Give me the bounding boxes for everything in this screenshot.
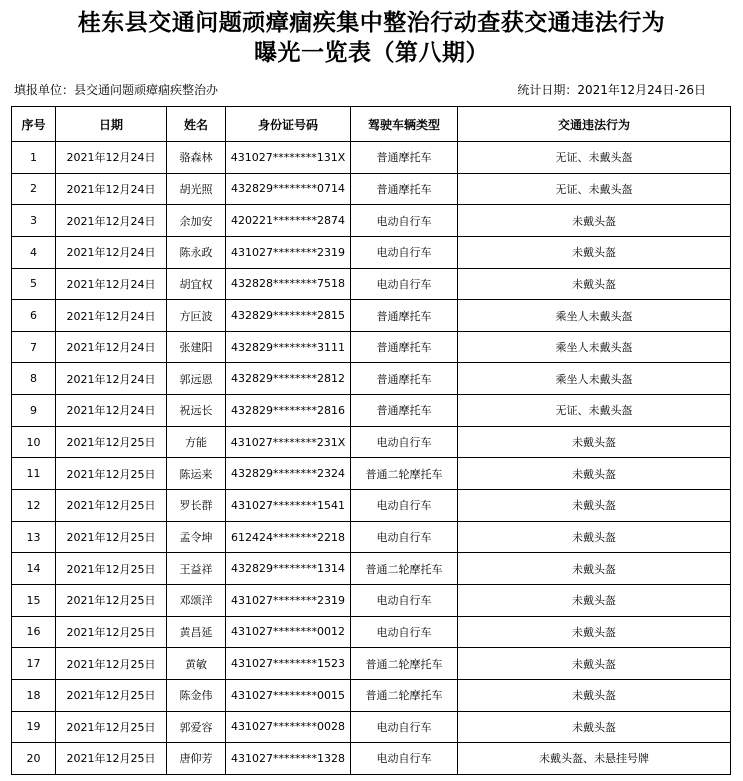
cell-vehicle-type: 普通摩托车 (351, 300, 458, 332)
cell-serial: 1 (12, 142, 56, 174)
cell-date: 2021年12月25日 (56, 426, 167, 458)
cell-name: 黄敏 (167, 648, 226, 680)
cell-name: 胡宜权 (167, 268, 226, 300)
cell-serial: 15 (12, 584, 56, 616)
cell-date: 2021年12月25日 (56, 553, 167, 585)
cell-date: 2021年12月24日 (56, 236, 167, 268)
cell-name: 罗长群 (167, 490, 226, 522)
cell-name: 唐仰芳 (167, 743, 226, 775)
cell-vehicle-type: 普通二轮摩托车 (351, 648, 458, 680)
cell-name: 黄昌延 (167, 616, 226, 648)
cell-id-number: 612424********2218 (226, 521, 351, 553)
cell-id-number: 431027********1541 (226, 490, 351, 522)
cell-name: 邓颂洋 (167, 584, 226, 616)
cell-date: 2021年12月24日 (56, 205, 167, 237)
cell-date: 2021年12月24日 (56, 142, 167, 174)
table-row (12, 173, 731, 205)
cell-id-number: 432829********2815 (226, 300, 351, 332)
cell-name: 张建阳 (167, 331, 226, 363)
cell-date: 2021年12月24日 (56, 331, 167, 363)
cell-violation: 未戴头盔 (458, 236, 731, 268)
cell-id-number: 432829********2812 (226, 363, 351, 395)
table-row (12, 521, 731, 553)
table-row (12, 426, 731, 458)
cell-vehicle-type: 电动自行车 (351, 521, 458, 553)
cell-vehicle-type: 电动自行车 (351, 490, 458, 522)
table-row (12, 584, 731, 616)
cell-vehicle-type: 电动自行车 (351, 616, 458, 648)
cell-id-number: 431027********0015 (226, 679, 351, 711)
cell-vehicle-type: 电动自行车 (351, 711, 458, 743)
cell-serial: 13 (12, 521, 56, 553)
cell-vehicle-type: 普通摩托车 (351, 142, 458, 174)
cell-id-number: 432829********1314 (226, 553, 351, 585)
cell-serial: 2 (12, 173, 56, 205)
table-row (12, 743, 731, 775)
cell-vehicle-type: 电动自行车 (351, 268, 458, 300)
cell-violation: 乘坐人未戴头盔 (458, 363, 731, 395)
cell-vehicle-type: 电动自行车 (351, 426, 458, 458)
statistics-date: 统计日期：2021年12月24日-26日 (517, 83, 706, 97)
cell-name: 郭远恩 (167, 363, 226, 395)
table-row (12, 679, 731, 711)
cell-violation: 未戴头盔 (458, 711, 731, 743)
cell-vehicle-type: 电动自行车 (351, 743, 458, 775)
table-header-row (12, 107, 731, 142)
cell-date: 2021年12月25日 (56, 648, 167, 680)
table-row (12, 711, 731, 743)
cell-date: 2021年12月25日 (56, 458, 167, 490)
cell-violation: 未戴头盔 (458, 490, 731, 522)
cell-id-number: 431027********0028 (226, 711, 351, 743)
cell-date: 2021年12月25日 (56, 743, 167, 775)
cell-serial: 12 (12, 490, 56, 522)
table-row (12, 236, 731, 268)
table-row (12, 268, 731, 300)
table-row (12, 363, 731, 395)
cell-serial: 14 (12, 553, 56, 585)
cell-id-number: 431027********2319 (226, 584, 351, 616)
cell-violation: 未戴头盔、未悬挂号牌 (458, 743, 731, 775)
cell-serial: 8 (12, 363, 56, 395)
cell-serial: 17 (12, 648, 56, 680)
cell-vehicle-type: 普通摩托车 (351, 331, 458, 363)
cell-id-number: 432829********3111 (226, 331, 351, 363)
cell-serial: 3 (12, 205, 56, 237)
cell-serial: 10 (12, 426, 56, 458)
cell-serial: 5 (12, 268, 56, 300)
cell-violation: 未戴头盔 (458, 458, 731, 490)
cell-date: 2021年12月24日 (56, 363, 167, 395)
table-row (12, 395, 731, 427)
cell-name: 王益祥 (167, 553, 226, 585)
cell-id-number: 431027********2319 (226, 236, 351, 268)
violations-table (11, 106, 731, 775)
table-row (12, 490, 731, 522)
title-line-2: 曝光一览表（第八期） (254, 39, 489, 66)
meta-row (14, 81, 730, 97)
cell-id-number: 431027********231X (226, 426, 351, 458)
cell-violation: 未戴头盔 (458, 553, 731, 585)
cell-id-number: 420221********2874 (226, 205, 351, 237)
table-row (12, 458, 731, 490)
reporting-unit: 填报单位：县交通问题顽瘴痼疾整治办 (14, 83, 219, 97)
cell-id-number: 431027********0012 (226, 616, 351, 648)
cell-name: 方能 (167, 426, 226, 458)
cell-serial: 6 (12, 300, 56, 332)
cell-serial: 11 (12, 458, 56, 490)
cell-name: 孟令坤 (167, 521, 226, 553)
cell-date: 2021年12月25日 (56, 616, 167, 648)
cell-name: 陈运来 (167, 458, 226, 490)
cell-serial: 4 (12, 236, 56, 268)
cell-name: 胡光照 (167, 173, 226, 205)
cell-name: 方叵波 (167, 300, 226, 332)
cell-id-number: 431027********1328 (226, 743, 351, 775)
cell-vehicle-type: 普通摩托车 (351, 363, 458, 395)
cell-name: 陈金伟 (167, 679, 226, 711)
cell-id-number: 431027********1523 (226, 648, 351, 680)
cell-violation: 无证、未戴头盔 (458, 173, 731, 205)
cell-violation: 未戴头盔 (458, 205, 731, 237)
cell-serial: 9 (12, 395, 56, 427)
table-row (12, 648, 731, 680)
cell-violation: 乘坐人未戴头盔 (458, 300, 731, 332)
cell-id-number: 432828********7518 (226, 268, 351, 300)
header-date: 日期 (56, 107, 167, 142)
cell-serial: 16 (12, 616, 56, 648)
table-row (12, 331, 731, 363)
cell-vehicle-type: 电动自行车 (351, 584, 458, 616)
cell-vehicle-type: 普通二轮摩托车 (351, 553, 458, 585)
table-row (12, 142, 731, 174)
cell-date: 2021年12月25日 (56, 490, 167, 522)
cell-name: 祝远长 (167, 395, 226, 427)
cell-violation: 未戴头盔 (458, 648, 731, 680)
cell-name: 骆森林 (167, 142, 226, 174)
cell-id-number: 432829********2324 (226, 458, 351, 490)
cell-id-number: 432829********0714 (226, 173, 351, 205)
cell-date: 2021年12月24日 (56, 300, 167, 332)
cell-date: 2021年12月24日 (56, 395, 167, 427)
cell-date: 2021年12月24日 (56, 268, 167, 300)
cell-id-number: 432829********2816 (226, 395, 351, 427)
cell-violation: 未戴头盔 (458, 268, 731, 300)
cell-violation: 无证、未戴头盔 (458, 142, 731, 174)
cell-vehicle-type: 普通摩托车 (351, 173, 458, 205)
cell-vehicle-type: 普通摩托车 (351, 395, 458, 427)
cell-name: 郭爱容 (167, 711, 226, 743)
cell-violation: 无证、未戴头盔 (458, 395, 731, 427)
cell-serial: 20 (12, 743, 56, 775)
cell-name: 余加安 (167, 205, 226, 237)
header-violation: 交通违法行为 (458, 107, 731, 142)
cell-date: 2021年12月25日 (56, 679, 167, 711)
table-row (12, 616, 731, 648)
cell-date: 2021年12月25日 (56, 521, 167, 553)
cell-date: 2021年12月24日 (56, 173, 167, 205)
cell-serial: 18 (12, 679, 56, 711)
cell-violation: 未戴头盔 (458, 584, 731, 616)
cell-vehicle-type: 电动自行车 (351, 236, 458, 268)
cell-id-number: 431027********131X (226, 142, 351, 174)
table-row (12, 205, 731, 237)
cell-vehicle-type: 普通二轮摩托车 (351, 679, 458, 711)
table-row (12, 300, 731, 332)
cell-violation: 未戴头盔 (458, 521, 731, 553)
cell-name: 陈永政 (167, 236, 226, 268)
title-line-1: 桂东县交通问题顽瘴痼疾集中整治行动查获交通违法行为 (77, 9, 666, 36)
cell-violation: 乘坐人未戴头盔 (458, 331, 731, 363)
cell-vehicle-type: 电动自行车 (351, 205, 458, 237)
cell-serial: 7 (12, 331, 56, 363)
cell-violation: 未戴头盔 (458, 616, 731, 648)
header-name: 姓名 (167, 107, 226, 142)
header-serial: 序号 (12, 107, 56, 142)
cell-serial: 19 (12, 711, 56, 743)
header-id-number: 身份证号码 (226, 107, 351, 142)
header-vehicle-type: 驾驶车辆类型 (351, 107, 458, 142)
cell-date: 2021年12月25日 (56, 584, 167, 616)
cell-violation: 未戴头盔 (458, 426, 731, 458)
cell-vehicle-type: 普通二轮摩托车 (351, 458, 458, 490)
table-row (12, 553, 731, 585)
cell-violation: 未戴头盔 (458, 679, 731, 711)
cell-date: 2021年12月25日 (56, 711, 167, 743)
